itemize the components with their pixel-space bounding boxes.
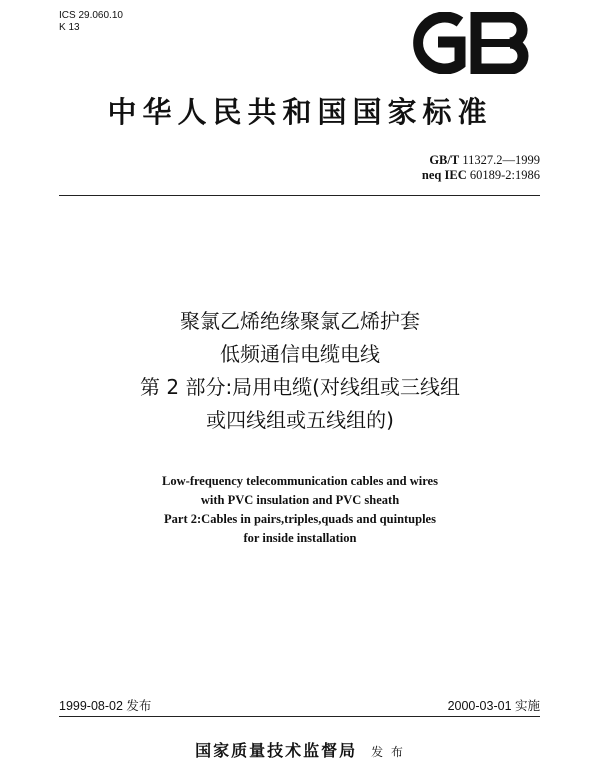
english-title-line: Low-frequency telecommunication cables and wires [162,474,438,488]
standard-number: 11327.2—1999 [462,153,540,167]
gb-logo [394,12,540,74]
chinese-title-line: 第 2 部分:局用电缆(对线组或三线组 [140,375,460,399]
issuing-authority: 国家质量技术监督局 [195,741,358,760]
chinese-title-line: 聚氯乙烯绝缘聚氯乙烯护套 [180,309,420,333]
equivalence-line [422,168,540,183]
english-title-line: with PVC insulation and PVC sheath [200,493,400,507]
chinese-title-line: 或四线组或五线组的) [206,408,394,432]
chinese-title-line: 低频通信电缆电线 [220,342,380,366]
publish-label: 发 布 [371,745,405,759]
english-title-line: for inside installation [243,531,357,545]
english-title-line: Part 2:Cables in pairs,triples,quads and quintuples [164,512,436,526]
standard-number-block [422,153,540,183]
issuer-line [0,738,600,761]
classification-code: K 13 [59,22,80,33]
english-title [0,472,600,548]
release-date: 1999-08-02 发布 [59,699,152,713]
national-standard-title: 中华人民共和国国家标准 [107,95,493,129]
top-divider [59,195,540,196]
standard-number-line [422,153,540,168]
bottom-divider [59,716,540,717]
standard-number-label: GB/T [429,153,460,167]
ics-code-block [59,10,123,34]
equivalence-label: neq IEC [421,168,467,182]
ics-number: ICS 29.060.10 [59,10,123,21]
chinese-title [0,305,600,437]
implementation-date: 2000-03-01 实施 [447,699,540,713]
equivalence-number: 60189-2:1986 [469,168,540,182]
